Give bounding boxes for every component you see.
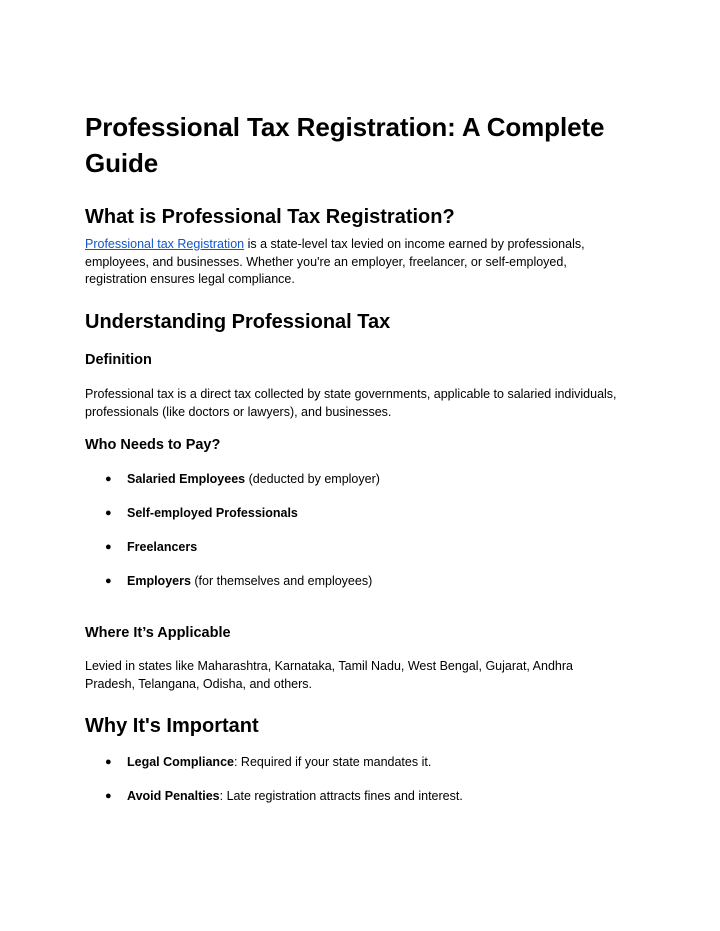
bullet-icon: ● [105, 541, 112, 553]
item-bold: Employers [127, 574, 191, 588]
heading-what-is: What is Professional Tax Registration? [85, 206, 455, 228]
heading-where-applicable: Where It’s Applicable [85, 625, 231, 641]
professional-tax-registration-link[interactable]: Professional tax Registration [85, 237, 245, 251]
item-rest: (for themselves and employees) [190, 574, 373, 588]
bullet-icon: ● [105, 507, 112, 519]
item-rest: (deducted by employer) [245, 472, 380, 486]
heading-understanding: Understanding Professional Tax [85, 311, 391, 333]
where-paragraph [85, 658, 645, 693]
what-is-paragraph [85, 236, 645, 289]
item-bold: Legal Compliance [127, 755, 234, 769]
heading-who-needs-to-pay: Who Needs to Pay? [85, 437, 221, 453]
bullet-icon: ● [105, 575, 112, 587]
document-title: Professional Tax Registration: A Complete Guide [85, 112, 605, 178]
what-is-text-line3: registration ensures legal compliance. [85, 272, 295, 286]
item-rest: : Late registration attracts fines and interest. [219, 789, 463, 803]
definition-line2: professionals (like doctors or lawyers), and businesses. [85, 404, 392, 419]
item-bold: Salaried Employees [127, 472, 246, 486]
what-is-text-line1: is a state-level tax levied on income earned by professionals, [244, 237, 585, 251]
bullet-icon: ● [105, 756, 112, 768]
item-bold: Freelancers [127, 540, 198, 554]
where-line1: Levied in states like Maharashtra, Karnataka, Tamil Nadu, West Bengal, Gujarat, Andhra [85, 659, 573, 673]
item-bold: Avoid Penalties [127, 789, 220, 803]
heading-definition: Definition [85, 352, 152, 368]
bullet-icon: ● [105, 790, 112, 802]
bullet-icon: ● [105, 473, 112, 485]
item-bold: Self-employed Professionals [127, 506, 298, 520]
where-line2: Pradesh, Telangana, Odisha, and others. [85, 676, 313, 691]
heading-why-important: Why It's Important [85, 715, 259, 737]
definition-paragraph [85, 386, 645, 421]
item-rest: : Required if your state mandates it. [233, 755, 432, 769]
definition-line1: Professional tax is a direct tax collected by state governments, applicable to salaried individuals, [85, 387, 617, 401]
what-is-text-line2: employees, and businesses. Whether you're an employer, freelancer, or self-employed, [85, 254, 567, 269]
